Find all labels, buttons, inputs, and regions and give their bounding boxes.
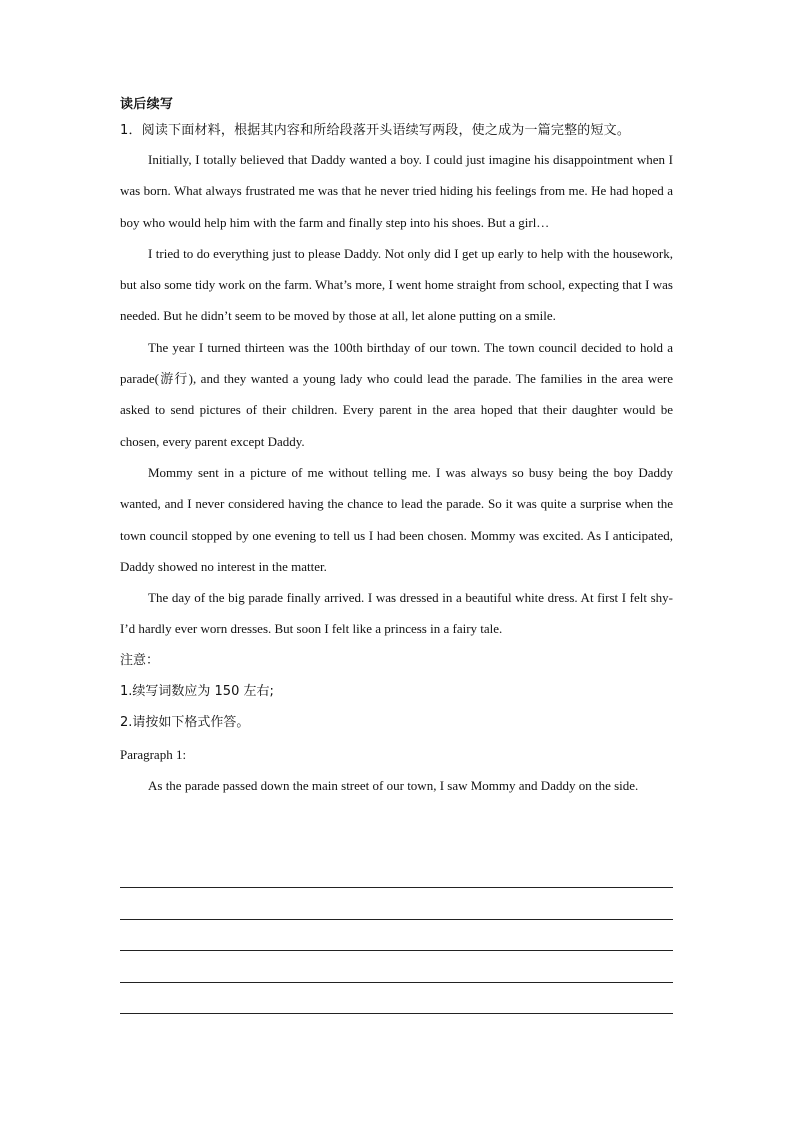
- answer-line[interactable]: [120, 982, 673, 983]
- story-paragraph-5: The day of the big parade finally arrived. I was dressed in a beautiful white dress. At first I felt shy-I’d hardly ever worn dresses. But soon I felt like a princess in a fairy tale.: [120, 590, 673, 637]
- answer-line[interactable]: [120, 919, 673, 920]
- answer-line[interactable]: [120, 887, 673, 888]
- section-heading: 读后续写: [120, 97, 174, 112]
- story-paragraph-3: The year I turned thirteen was the 100th birthday of our town. The town council decided to hold a parade(游行), and they wanted a young lady who could lead the parade. The families in the area were asked to send pictures of their children. Every parent in the area hoped that their daughter would be chosen, every parent except Daddy.: [120, 339, 673, 449]
- answer-line[interactable]: [120, 1013, 673, 1014]
- note-item-1: 1.续写词数应为 150 左右;: [120, 684, 274, 700]
- story-paragraph-2: I tried to do everything just to please Daddy. Not only did I get up early to help with the housework, but also some tidy work on the farm. What’s more, I went home straight from school, expecting that I was needed. But he didn’t seem to be moved by those at all, let alone putting on a smile.: [120, 245, 673, 324]
- question-instruction: 1．阅读下面材料，根据其内容和所给段落开头语续写两段，使之成为一篇完整的短文。: [120, 123, 631, 138]
- note-item-2: 2.请按如下格式作答。: [120, 715, 250, 731]
- story-paragraph-4: Mommy sent in a picture of me without telling me. I was always so busy being the boy Daddy wanted, and I never considered having the chance to lead the parade. So it was quite a surprise when the town council stopped by one evening to tell us I had been chosen. Mommy was excited. As I anticipated, Daddy showed no interest in the matter.: [120, 464, 673, 574]
- answer-line[interactable]: [120, 950, 673, 951]
- paragraph-1-opening: As the parade passed down the main street of our town, I saw Mommy and Daddy on the side.: [148, 777, 639, 793]
- notes-title: 注意：: [120, 652, 160, 668]
- answer-lines: [120, 887, 673, 1045]
- paragraph-1-label: Paragraph 1:: [120, 746, 187, 762]
- document-content: [120, 92, 673, 801]
- story-paragraph-1: Initially, I totally believed that Daddy wanted a boy. I could just imagine his disappointment when I was born. What always frustrated me was that he never tried hiding his feelings from me. He had hoped a boy who would help him with the farm and finally step into his shoes. But a girl…: [120, 152, 673, 230]
